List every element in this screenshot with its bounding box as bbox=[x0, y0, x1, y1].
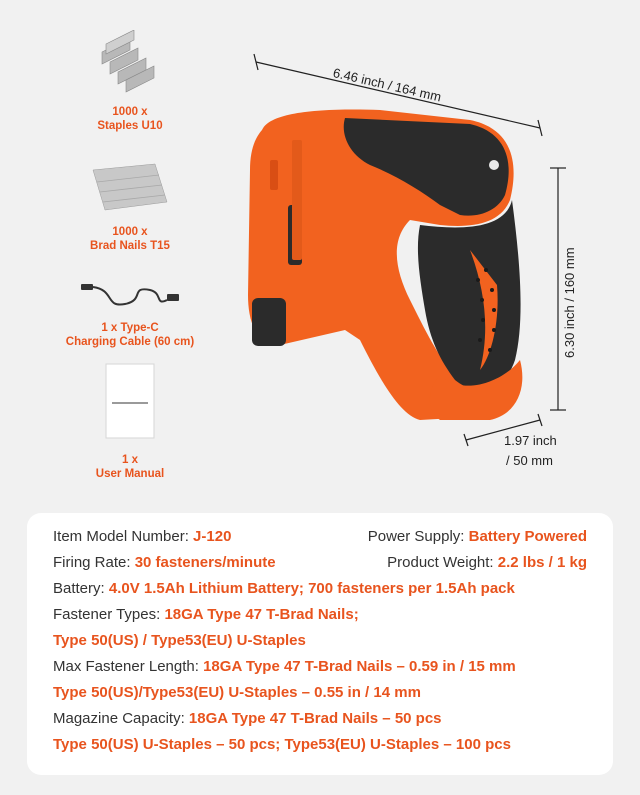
spec-value: Type 50(US)/Type53(EU) U-Staples – 0.55 in / 14 mm bbox=[53, 684, 421, 701]
spec-value: Type 50(US) U-Staples – 50 pcs; Type53(EU) U-Staples – 100 pcs bbox=[53, 736, 511, 753]
spec-value: J-120 bbox=[193, 528, 232, 545]
spec-label: Battery: bbox=[53, 580, 109, 597]
spec-max-length bbox=[53, 658, 516, 675]
spec-battery bbox=[53, 580, 515, 597]
spec-capacity bbox=[53, 710, 442, 727]
spec-label: Max Fastener Length: bbox=[53, 658, 204, 675]
spec-value: Type 50(US) / Type53(EU) U-Staples bbox=[53, 632, 306, 649]
width-dimension-label-1: 1.97 inch bbox=[504, 433, 557, 448]
width-dimension-label-2: / 50 mm bbox=[506, 453, 553, 468]
spec-power bbox=[368, 528, 587, 545]
spec-value: 18GA Type 47 T-Brad Nails – 50 pcs bbox=[188, 710, 442, 727]
accessory-qty: 1000 x bbox=[112, 106, 148, 118]
spec-fastener-types-cont bbox=[53, 632, 306, 649]
spec-value: Battery Powered bbox=[468, 528, 587, 545]
spec-label: Fastener Types: bbox=[53, 606, 165, 623]
spec-label: Magazine Capacity: bbox=[53, 710, 189, 727]
spec-value: 4.0V 1.5Ah Lithium Battery; 700 fasteners per 1.5Ah pack bbox=[108, 580, 515, 597]
staple-gun-icon bbox=[248, 110, 522, 420]
accessory-name: Staples U10 bbox=[97, 120, 163, 132]
height-dimension-text: 6.30 inch / 160 mm bbox=[562, 247, 577, 358]
spec-label: Product Weight: bbox=[387, 554, 498, 571]
accessory-qty: 1000 x bbox=[112, 226, 148, 238]
spec-weight bbox=[387, 554, 587, 571]
spec-max-length-cont bbox=[53, 684, 421, 701]
spec-value: 18GA Type 47 T-Brad Nails – 0.59 in / 15 mm bbox=[203, 658, 516, 675]
spec-label: Power Supply: bbox=[367, 528, 469, 545]
height-dimension-label bbox=[562, 208, 577, 358]
accessory-qty: 1 x Type-C bbox=[101, 322, 159, 334]
spec-fastener-types bbox=[53, 606, 359, 623]
spec-capacity-cont bbox=[53, 736, 511, 753]
spec-firing-rate bbox=[53, 554, 276, 571]
accessory-name: Brad Nails T15 bbox=[90, 240, 170, 252]
spec-model bbox=[53, 528, 231, 545]
accessory-name: User Manual bbox=[95, 468, 165, 480]
accessory-name: Charging Cable (60 cm) bbox=[65, 336, 195, 348]
spec-value: 2.2 lbs / 1 kg bbox=[497, 554, 587, 571]
spec-value: 18GA Type 47 T-Brad Nails; bbox=[164, 606, 359, 623]
spec-value: 30 fasteners/minute bbox=[134, 554, 276, 571]
accessory-qty: 1 x bbox=[122, 454, 138, 466]
spec-label: Item Model Number: bbox=[53, 528, 194, 545]
specifications-panel bbox=[27, 513, 613, 775]
length-dimension-label: 6.46 inch / 164 mm bbox=[331, 65, 443, 105]
spec-label: Firing Rate: bbox=[53, 554, 135, 571]
